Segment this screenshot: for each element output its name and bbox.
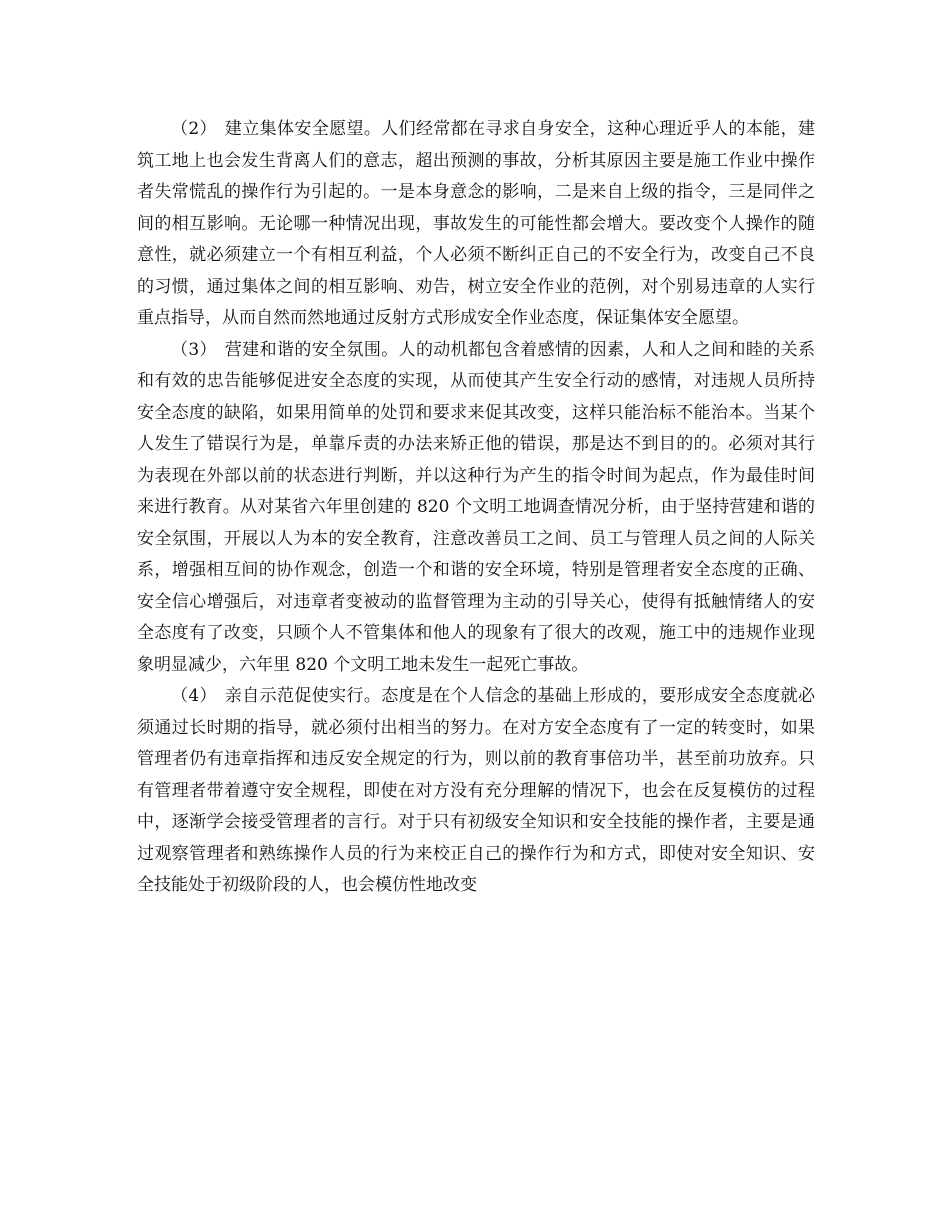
paragraph-2-text: 建立集体安全愿望。人们经常都在寻求自身安全，这种心理近乎人的本能，建筑工地上也会发生背离人们的意志，超出预测的事故，分析其原因主要是施工作业中操作者失常慌乱的操作行为引起的。一是本身意念的影响，二是来自上级的指令，三是同伴之间的相互影响。无论哪一种情况出现，事故发生的可能性都会增大。要改变个人操作的随意性，就必须建立一个有相互利益，个人必须不断纠正自己的不安全行为，改变自己不良的习惯，通过集体之间的相互影响、劝告，树立安全作业的范例，对个别易违章的人实行重点指导，从而自然而然地通过反射方式形成安全作业态度，保证集体安全愿望。: [137, 119, 815, 328]
paragraph-2-label: （2）: [171, 119, 217, 139]
paragraph-3-label: （3）: [171, 339, 217, 360]
paragraph-4-text: 亲自示范促使实行。态度是在个人信念的基础上形成的，要形成安全态度就必须通过长时期的指导，就必须付出相当的努力。在对方安全态度有了一定的转变时，如果管理者仍有违章指挥和违反安全规定的行为，则以前的教育事倍功半，甚至前功放弃。只有管理者带着遵守安全规程，即使在对方没有充分理解的情况下，也会在反复模仿的过程中，逐渐学会接受管理者的言行。对于只有初级安全知识和安全技能的操作者，主要是通过观察管理者和熟练操作人员的行为来校正自己的操作行为和方式，即使对安全知识、安全技能处于初级阶段的人，也会模仿性地改变: [137, 686, 815, 895]
paragraph-3: [137, 335, 815, 682]
paragraph-4-label: （4）: [171, 686, 217, 706]
paragraph-2: [137, 114, 815, 335]
paragraph-4: [137, 681, 815, 902]
paragraph-3-text: 营建和谐的安全氛围。人的动机都包含着感情的因素，人和人之间和睦的关系和有效的忠告能够促进安全态度的实现，从而使其产生安全行动的感情，对违规人员所持安全态度的缺陷，如果用简单的处罚和要求来促其改变，这样只能治标不能治本。当某个人发生了错误行为是，单靠斥责的办法来矫正他的错误，那是达不到目的的。必须对其行为表现在外部以前的状态进行判断，并以这种行为产生的指令时间为起点，作为最佳时间来进行教育。从对某省六年里创建的 820 个文明工地调查情况分析，由于坚持营建和谐的安全氛围，开展以人为本的安全教育，注意改善员工之间、员工与管理人员之间的人际关系，增强相互间的协作观念，创造一个和谐的安全环境，特别是管理者安全态度的正确、安全信心增强后，对违章者变被动的监督管理为主动的引导关心，使得有抵触情绪人的安全态度有了改变，只顾个人不管集体和他人的现象有了很大的改观，施工中的违规作业现象明显减少，六年里 820 个文明工地未发生一起死亡事故。: [137, 339, 815, 675]
document-body: [137, 114, 815, 902]
